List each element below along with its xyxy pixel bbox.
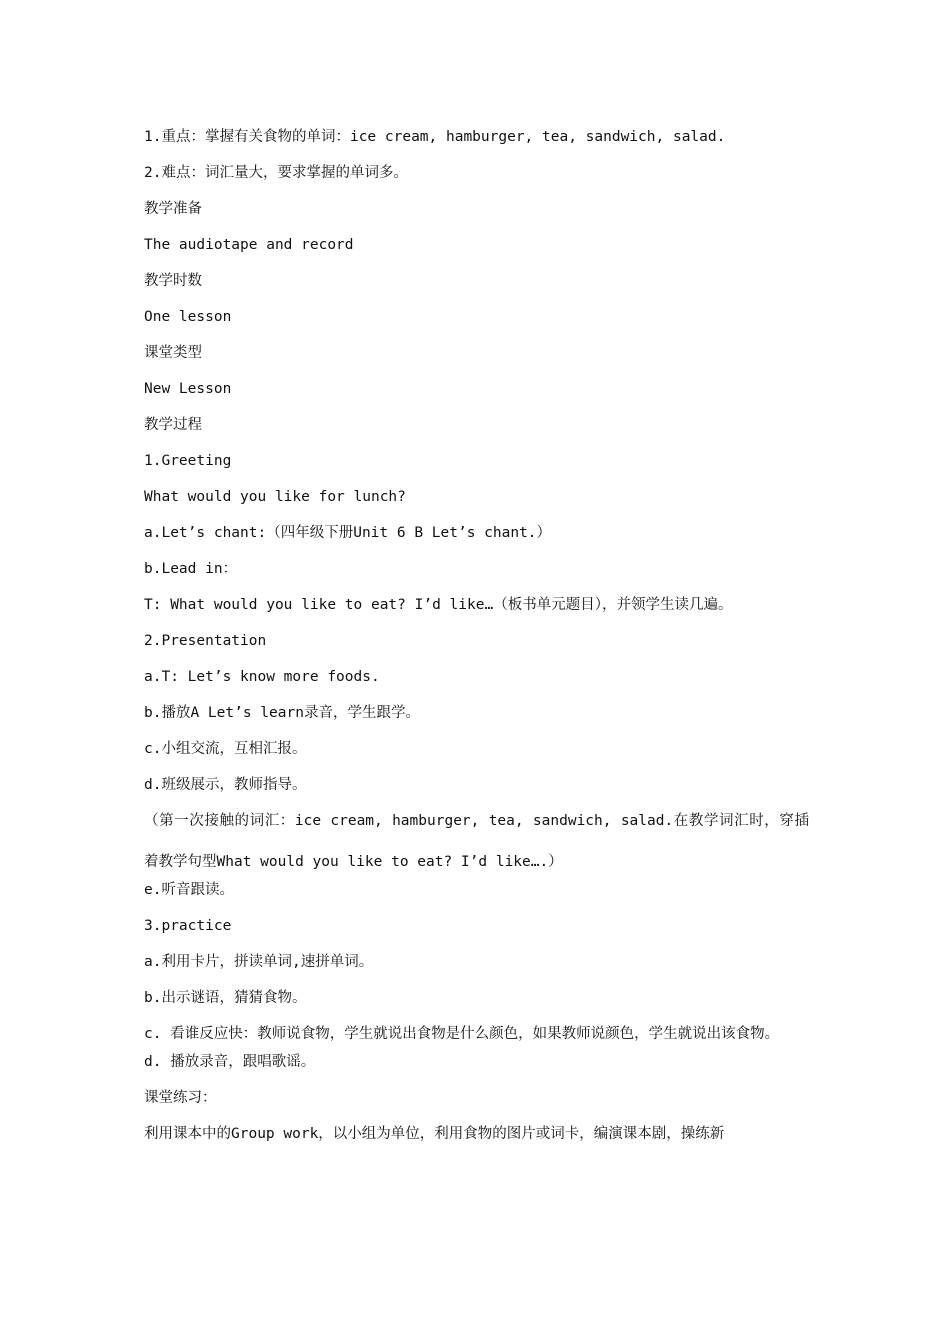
text-line: b.出示谜语，猜猜食物。 [144,990,307,1006]
text-line: a.T: Let’s know more foods. [144,669,380,685]
text-line: e.听音跟读。 [144,882,234,898]
text-line: One lesson [144,309,232,325]
section-heading: 课堂类型 [144,345,202,361]
text-line: T: What would you like to eat? I’d like…（板书单元题目），并领学生读几遍。 [144,597,733,613]
text-line: a.利用卡片，拼读单词,速拼单词。 [144,954,374,970]
text-line: 2.Presentation [144,633,267,649]
section-heading: 教学准备 [144,201,202,217]
text-line: The audiotape and record [144,237,354,253]
section-heading: 教学过程 [144,417,202,433]
text-line: New Lesson [144,381,232,397]
text-line: c.小组交流，互相汇报。 [144,741,307,757]
text-paragraph: （第一次接触的词汇：ice cream, hamburger, tea, sandwich, salad.在教学词汇时，穿插着教学句型What would you like to eat? I’d like….） [144,813,809,870]
text-line: 1.重点：掌握有关食物的单词：ice cream, hamburger, tea, sandwich, salad. [144,129,726,145]
text-line: 2.难点：词汇量大，要求掌握的单词多。 [144,165,408,181]
text-line: a.Let’s chant:（四年级下册Unit 6 B Let’s chant.） [144,525,552,541]
text-line: b.播放A Let’s learn录音，学生跟学。 [144,705,420,721]
document-body [144,125,809,1158]
text-line: 3.practice [144,918,232,934]
text-line: 利用课本中的Group work，以小组为单位，利用食物的图片或词卡，编演课本剧，操练新 [144,1126,725,1142]
text-paragraph: c. 看谁反应快：教师说食物，学生就说出食物是什么颜色，如果教师说颜色，学生就说出该食物。 [144,1026,780,1042]
section-heading: 课堂练习： [144,1090,217,1106]
text-line: d.班级展示，教师指导。 [144,777,307,793]
text-line: 1.Greeting [144,453,232,469]
text-line: b.Lead in： [144,561,238,577]
text-line: What would you like for lunch? [144,489,406,505]
section-heading: 教学时数 [144,273,202,289]
text-line: d. 播放录音，跟唱歌谣。 [144,1054,316,1070]
